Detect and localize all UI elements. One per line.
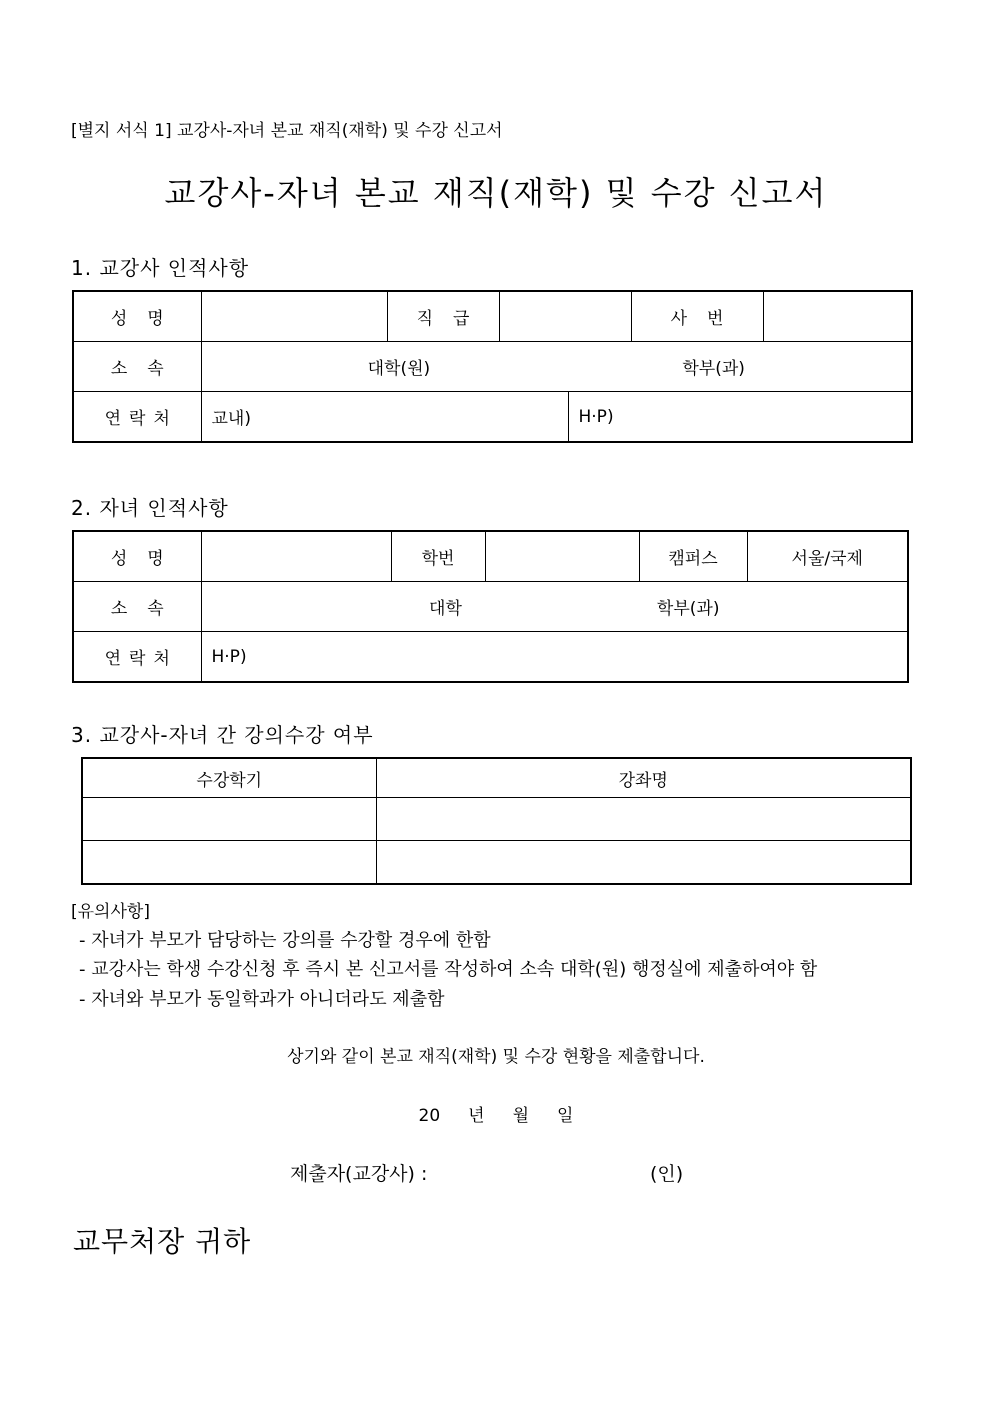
instructor-info-table xyxy=(72,290,913,443)
child-affiliation-label: 소속 xyxy=(73,582,201,632)
instructor-emp-no-label: 사번 xyxy=(631,291,763,342)
course-column-header: 강좌명 xyxy=(376,758,911,798)
instructor-name-label: 성명 xyxy=(73,291,201,342)
instructor-dept-unit: 학부(과) xyxy=(682,359,745,379)
submitter-label: 제출자(교강사) : xyxy=(290,1163,428,1185)
declaration-text: 상기와 같이 본교 재직(재학) 및 수강 현황을 제출합니다. xyxy=(287,1047,705,1067)
instructor-affiliation-field[interactable] xyxy=(201,342,912,392)
instructor-rank-label: 직급 xyxy=(387,291,499,342)
date-year-prefix: 20 xyxy=(418,1106,441,1126)
instructor-affiliation-label: 소속 xyxy=(73,342,201,392)
semester-cell[interactable] xyxy=(82,841,376,885)
instructor-rank-field[interactable] xyxy=(499,291,631,342)
child-student-no-field[interactable] xyxy=(485,531,639,582)
child-dept-unit: 학부(과) xyxy=(656,599,720,619)
instructor-contact-label: 연락처 xyxy=(73,392,201,443)
date-month: 월 xyxy=(512,1106,530,1126)
child-affiliation-field[interactable] xyxy=(201,582,908,632)
addressee: 교무처장 귀하 xyxy=(73,1225,252,1258)
child-name-label: 성명 xyxy=(73,531,201,582)
course-table xyxy=(81,757,912,885)
child-contact-label: 연락처 xyxy=(73,632,201,683)
section1-heading: 1. 교강사 인적사항 xyxy=(71,256,250,280)
semester-cell[interactable] xyxy=(82,798,376,841)
form-label: [별지 서식 1] 교강사-자녀 본교 재직(재학) 및 수강 신고서 xyxy=(71,121,503,141)
seal-mark: (인) xyxy=(650,1163,684,1185)
child-info-table xyxy=(72,530,909,683)
date-day: 일 xyxy=(557,1106,574,1126)
notes-heading: [유의사항] xyxy=(71,902,150,922)
child-name-field[interactable] xyxy=(201,531,391,582)
child-campus-value[interactable]: 서울/국제 xyxy=(747,531,908,582)
course-cell[interactable] xyxy=(376,841,911,885)
child-student-no-label: 학번 xyxy=(391,531,485,582)
page-title: 교강사-자녀 본교 재직(재학) 및 수강 신고서 xyxy=(164,174,828,212)
child-campus-label: 캠퍼스 xyxy=(639,531,747,582)
date-line xyxy=(0,1101,992,1126)
semester-column-header: 수강학기 xyxy=(82,758,376,798)
note-item: - 자녀가 부모가 담당하는 강의를 수강할 경우에 한함 xyxy=(79,930,491,951)
instructor-office-phone-field[interactable]: 교내) xyxy=(201,392,568,443)
section2-heading: 2. 자녀 인적사항 xyxy=(71,496,229,520)
date-year: 년 xyxy=(468,1106,485,1126)
course-cell[interactable] xyxy=(376,798,911,841)
instructor-emp-no-field[interactable] xyxy=(763,291,912,342)
child-college-unit: 대학 xyxy=(429,599,462,619)
instructor-name-field[interactable] xyxy=(201,291,387,342)
child-mobile-field[interactable]: H·P) xyxy=(201,632,908,683)
note-item: - 교강사는 학생 수강신청 후 즉시 본 신고서를 작성하여 소속 대학(원) 행정실에 제출하여야 함 xyxy=(79,959,818,980)
instructor-college-unit: 대학(원) xyxy=(367,359,431,379)
section3-heading: 3. 교강사-자녀 간 강의수강 여부 xyxy=(71,723,374,747)
note-item: - 자녀와 부모가 동일학과가 아니더라도 제출함 xyxy=(79,989,445,1010)
instructor-mobile-field[interactable]: H·P) xyxy=(568,392,912,443)
